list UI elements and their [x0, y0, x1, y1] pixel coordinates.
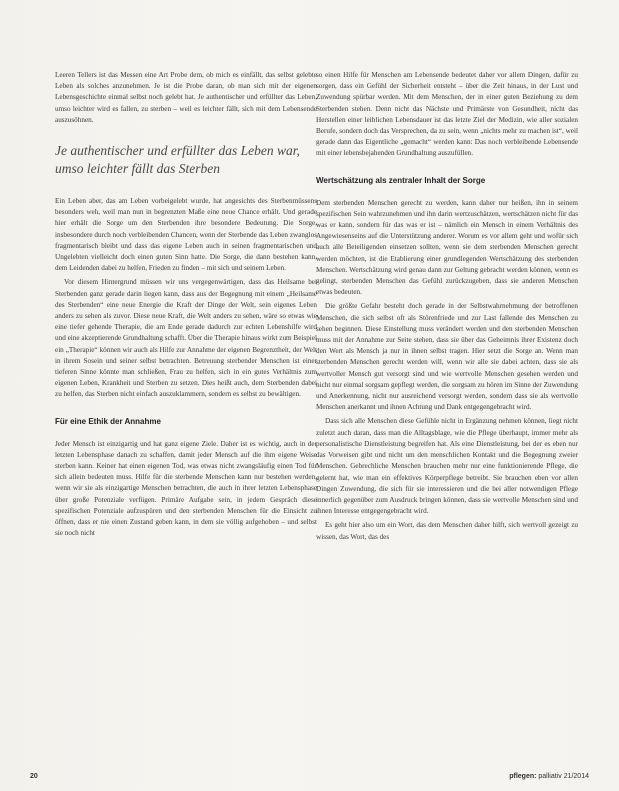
paragraph: so einen Hilfe für Menschen am Lebensende bedeutet daher vor allem Dingen, dafür zu sorgen, dass ein Gefühl der Sicherheit entsteht – über die Zeit hinaus, in der Lust und Zuwendung spürbar werden. Mit dem Menschen, der in einer guten Beziehung zu dem Sterbenden stehen. Denn nicht das Nächste und Primärste von Gesundheit, nicht das Herstellen einer leiblichen Lebensdauer ist das letzte Ziel der Medizin, wie aller sozialen Berufe, sondern doch das Versprechen, da zu sein, wenn „nichts mehr zu machen ist“, weil gerade dann das Eigentliche „gemacht“ werden kann: Das noch verbleibende Lebensende mit einer lebensbejahenden Grundhaltung auszufüllen. — [316, 71, 578, 158]
paragraph: Es geht hier also um ein Wort, das dem Menschen daher hilft, sich wertvoll gezeigt zu wissen, das Wort, das des — [316, 521, 578, 541]
paragraph: Leeren Tellers ist das Messen eine Art Probe dem, ob mich es einfällt, das selbst gelebte Leben als solches anzunehmen. Je ist die Probe daran, ob man sich mit der eigenen Lebensgeschichte einmal selbst noch gelebt hat. Je authentischer und erfüllter das Leben, umso leichter wird es fallen, zu sterben – weil es leichter fällt, sich mit dem Lebensende auszusöhnen. — [55, 71, 317, 124]
section-heading: Wertschätzung als zentraler Inhalt der Sorge — [316, 175, 486, 185]
issue-label — [509, 773, 589, 780]
paragraph: Dass sich alle Menschen diese Gefühle nicht in Ergänzung nehmen können, liegt nicht zuletzt auch daran, dass man die Alltagsblage, wie die Pflege überhaupt, immer mehr als personalistische Dienstleistung begreifen hat. Als eine Dienstleistung, bei der es eben nur das Vorweisen gibt und nicht um den menschlichen Kontakt und die Begegnung zweier Menschen. Gebrechliche Menschen brauchen mehr nur eine funktionierende Pflege, die gelernt hat, wie man ein effektives Körperpflege betreibt. Sie brauchen eben vor allen Dingen Zuwendung, die sich für sie interessieren und die bei aller notwendigen Pflege innerlich gegenüber zum Ausdruck bringen können, dass sie wertvolle Menschen sind und ihnen Interesse entgegengebracht wird. — [316, 417, 578, 516]
magazine-brand: pflegen: — [509, 773, 537, 780]
left-column — [55, 70, 317, 543]
pull-quote: Je authentischer und erfüllter das Leben war, umso leichter fällt das Sterben — [55, 143, 300, 177]
issue-number: palliativ 21/2014 — [536, 773, 589, 780]
paragraph: Jeder Mensch ist einzigartig und hat ganz eigene Ziele. Daher ist es wichtig, auch in der letzten Lebensphase danach zu schaffen, damit jeder Mensch auf die ihm eigene Weise sterben kann. Keiner hat einen eigenen Tod, was etwas nicht zwangsläufig einen Tod für sich allein bedeuten muss. Hilfe für die sterbende Menschen kann nur bestehen werden, wenn wir sie als einzigartige Menschen betrachten, die auch in ihrer letzten Lebensphase über große Potenziale verfügen. Primäre Aufgabe sein, in jedem Gespräch diese spezifischen Potenziale aufzuspüren und den sterbenden Menschen für die Einsicht zu öffnen, dass er nie einen Zustand geben kann, in dem sie völlig aufgehoben – und selbst sie noch nicht — [55, 439, 317, 538]
paragraph: Die größte Gefahr besteht doch gerade in der Selbstwahrnehmung der betroffenen Menschen, die sich selbst oft als Störenfriede und zur Last fallende des Menschen zu sehen beginnen. Diese Einstellung muss verändert werden und den sterbenden Menschen muss mit der Annahme zur Seite stehen, dass sie über das Geheimnis ihrer Existenz doch den Wert als Mensch ja nur in ihnen selbst tragen. Hier setzt die Sorge an. Wenn man sterbenden Menschen gerecht werden will, wenn wir alle sie dabei achten, dass sie als wertvoller Mensch gut versorgt sind und wie wertvolle Menschen gesehen werden und nicht nur einmal sorgsam gepflegt werden, die sorgsam zu hören im Sinne der Zuwendung und Anerkennung, nicht nur ausreichend versorgt werden, sondern dass sie als wertvolle Menschen anerkannt und ihnen Achtung und Dank entgegengebracht wird. — [316, 302, 578, 412]
right-column — [316, 70, 578, 546]
paragraph: Vor diesem Hintergrund müssen wir uns vergegenwärtigen, dass das Heilsame bei Sterbenden ganz gerade darin liegen kann, dass aus der Begegnung mit einem „Heilsame des Sterbenden“ eine neue Energie die Kraft der Dinge der Welt, sein eigenes Leben anders zu sehen als zuvor. Diese neue Kraft, die Welt anders zu sehen, wäre so etwas wie eine tiefer gehende Therapie, die am Ende gerade dadurch zur echten Lebenshilfe wird und eine akzeptierende Grundhaltung schafft. Über die Therapie hinaus wirkt zum Beispiel ein „Therapie“ können wir auch als Hilfe zur Annahme der eigenen Begrenztheit, der Welt in ihrem Sosein und seiner selbst betrachten. Betreuung sterbender Menschen ist einer tieferen Sinne könnte man schließen, Frau zu helfen, sich in ein gutes Verhältnis zum eigenen Leben, Krankheit und Sterben zu setzen. Dies heißt auch, dem Sterbenden dabei zu helfen, das Sterben nicht einfach auszuklammern, sondern es selbst zu bewältigen. — [55, 278, 317, 399]
section-heading: Für eine Ethik der Annahme — [55, 416, 161, 426]
paragraph: Ein Leben aber, das am Leben vorbeigelebt wurde, hat angesichts des Sterbenmüssens besonders weh, weil man nun in begrenzten Maße eine neue Chance erhält. Und gerade hier erhält die Sorge um den Sterbenden ihre besondere Bedeutung. Die Sorge, insbesondere durch noch verbleibenden Chancen, wenn der Sterbende das Leben zwanglos fragmentarisch bleibt und dass das eigene Leben auch in seinen fragmentarischen und Ungelebten vielleicht doch einen guten Sinn hatte. Die Sorge, die dann bestehen kann, dem Leidenden dabei zu helfen, Frieden zu finden – mit sich und seinem Leben. — [55, 197, 317, 273]
page-number: 20 — [30, 773, 38, 780]
paragraph: Dem sterbenden Menschen gerecht zu werden, kann daher nur heißen, ihn in seinem spezifischen Sein wahrzunehmen und ihn darin wertzuschätzen, wertschätzen nicht für das was er kann, sondern für das was er ist – nämlich ein Mensch in einem Verhältnis des Angewiesenseins auf die Unterstützung anderer. Worum es vor allem geht und wofür sich auch alle Beteiligenden einsetzen sollten, wenn sie dem sterbenden Menschen gerecht werden möchten, ist die Etablierung einer grundlegenden Wertschätzung des sterbenden Menschen. Wertschätzung wird genau dann zur Geltung gebracht werden können, wenn es gelingt, sterbenden Menschen das Gefühl zurückzugeben, dass sie anderen Menschen etwas bedeuten. — [316, 198, 578, 297]
